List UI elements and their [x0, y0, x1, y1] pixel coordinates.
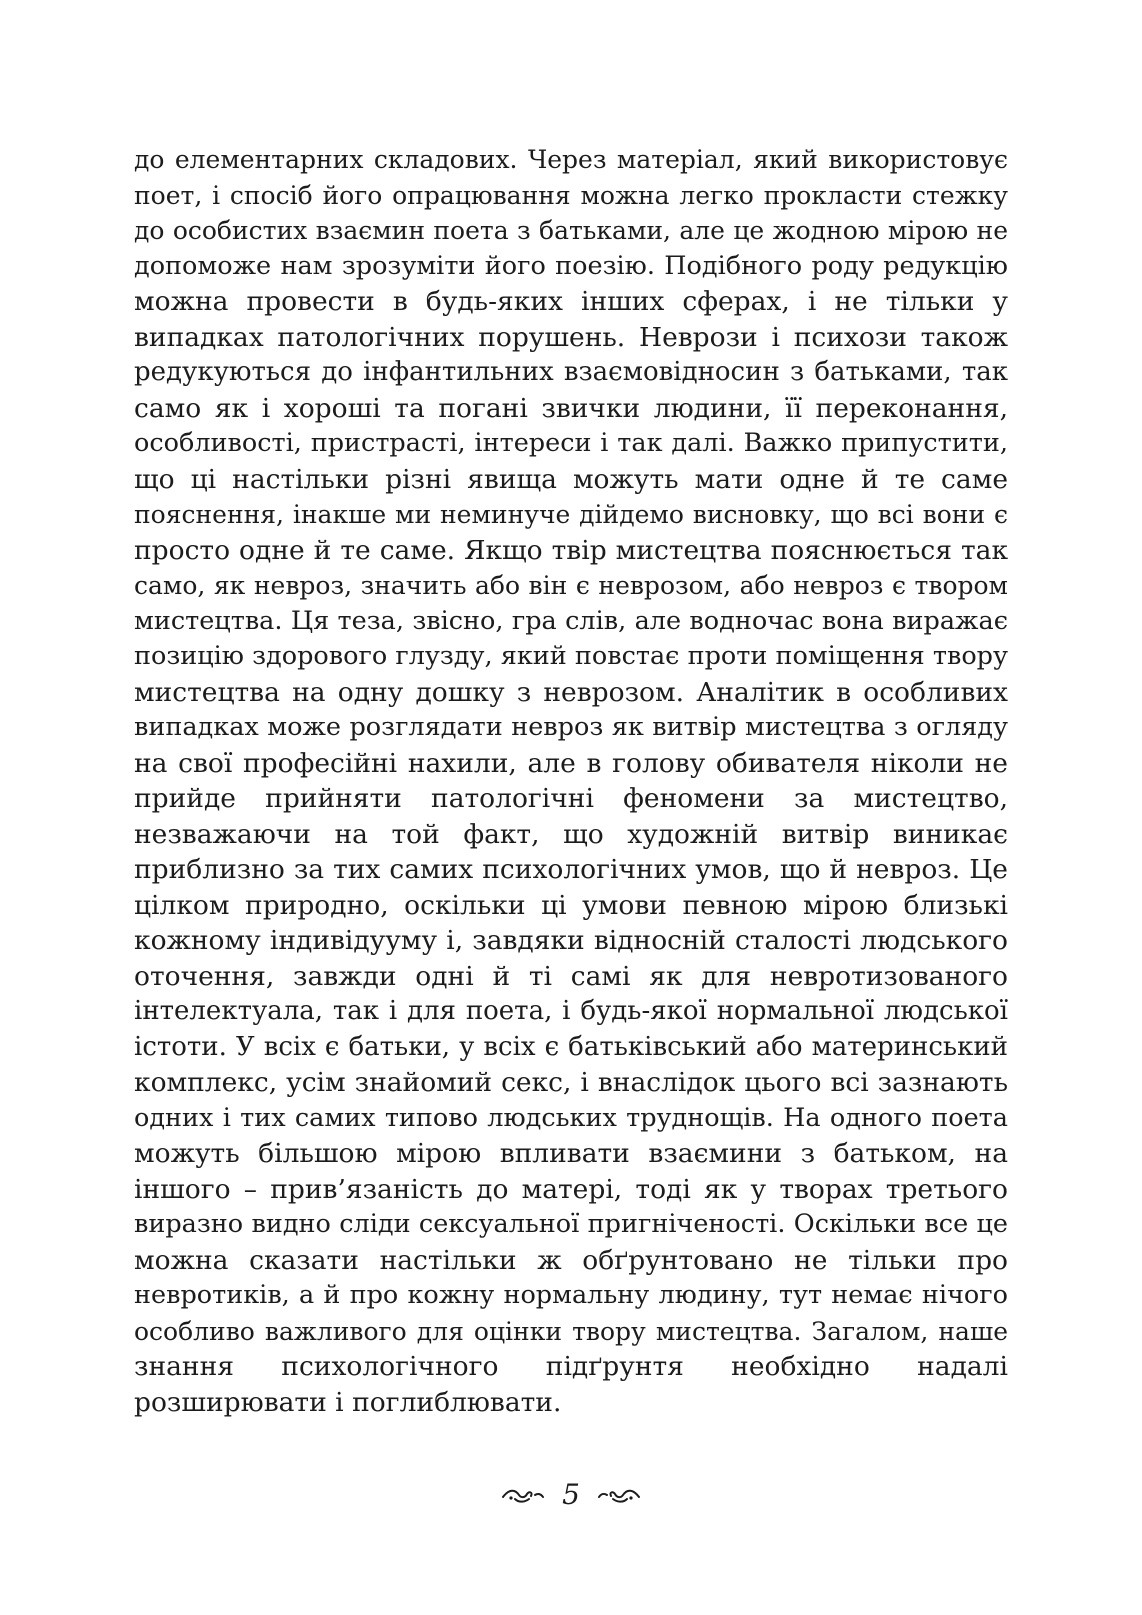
text-line: допоможе нам зрозуміти його поезію. Подібного роду редукцію [134, 250, 1008, 281]
text-line: що ці настільки різні явища можуть мати одне й те саме [134, 463, 1008, 495]
text-line: випадках може розглядати невроз як витвір мистецтва з огляду [134, 712, 1008, 742]
text-line: можна сказати настільки ж обґрунтовано не тільки про [134, 1244, 1008, 1276]
text-line: мистецтва. Ця теза, звісно, гра слів, але водночас вона виражає [134, 605, 1008, 636]
text-line: до елементарних складових. Через матеріал, який використовує [134, 145, 1008, 174]
text-line: випадках патологічних порушень. Неврози і психози також [134, 321, 1008, 353]
text-line: прийде прийняти патологічні феномени за мистецтво, [134, 783, 1008, 814]
right-ornament-icon [597, 1485, 641, 1505]
text-line: мистецтва на одну дошку з неврозом. Аналітик в особливих [134, 676, 1008, 708]
text-line: виразно видно сліди сексуальної пригніченості. Оскільки все це [134, 1209, 1008, 1239]
text-line: незважаючи на той факт, що художній витвір виникає [134, 818, 1008, 850]
text-line: пояснення, інакше ми неминуче дійдемо висновку, що всі вони є [134, 500, 1008, 529]
text-line: на свої професійні нахили, але в голову обивателя ніколи не [134, 747, 1008, 779]
text-line: оточення, завжди одні й ті самі як для невротизованого [134, 960, 1008, 992]
text-line: розширювати і поглиблювати. [134, 1386, 562, 1418]
text-line: можна провести в будь-яких інших сферах, і не тільки у [134, 286, 1008, 317]
text-line: редукуються до інфантильних взаємовідносин з батьками, так [134, 357, 1008, 387]
text-line: інтелектуала, так і для поета, і будь-якої нормальної людської [134, 996, 1008, 1026]
page-footer [0, 1473, 1142, 1515]
text-line: поет, і спосіб його опрацювання можна легко прокласти стежку [134, 180, 1008, 210]
text-line: невротиків, а й про кожну нормальну людину, тут немає нічого [134, 1280, 1008, 1310]
text-line: одних і тих самих типово людських труднощів. На одного поета [134, 1102, 1008, 1133]
text-line: само, як невроз, значить або він є неврозом, або невроз є твором [134, 571, 1008, 600]
page-number: 5 [562, 1477, 580, 1511]
text-line: цілком природно, оскільки ці умови певною мірою близькі [134, 889, 1008, 921]
text-line: кожному індивідууму і, завдяки відносній сталості людського [134, 925, 1008, 956]
text-line: до особистих взаємин поета з батьками, але це жодною мірою не [134, 216, 1008, 245]
text-line: особливості, пристрасті, інтереси і так далі. Важко припустити, [134, 428, 1008, 458]
text-line: іншого – прив’язаність до матері, тоді як у творах третього [134, 1173, 1008, 1205]
text-line: можуть більшою мірою впливати взаємини з батьком, на [134, 1138, 1008, 1169]
body-text [134, 142, 1008, 1420]
text-line: особливо важливого для оцінки твору мистецтва. Загалом, наше [134, 1316, 1008, 1346]
text-line: знання психологічного підґрунтя необхідно надалі [134, 1351, 1008, 1382]
text-line: істоти. У всіх є батьки, у всіх є батьківський або материнський [134, 1031, 1008, 1062]
text-line: позицію здорового глузду, який повстає проти поміщення твору [134, 641, 1008, 671]
left-ornament-icon [501, 1485, 545, 1505]
text-line: комплекс, усім знайомий секс, і внаслідок цього всі зазнають [134, 1067, 1008, 1098]
text-line: приблизно за тих самих психологічних умов, що й невроз. Це [134, 854, 1008, 885]
text-line: просто одне й те саме. Якщо твір мистецтва пояснюється так [134, 534, 1008, 566]
text-line: само як і хороші та погані звички людини, її переконання, [134, 392, 1008, 424]
